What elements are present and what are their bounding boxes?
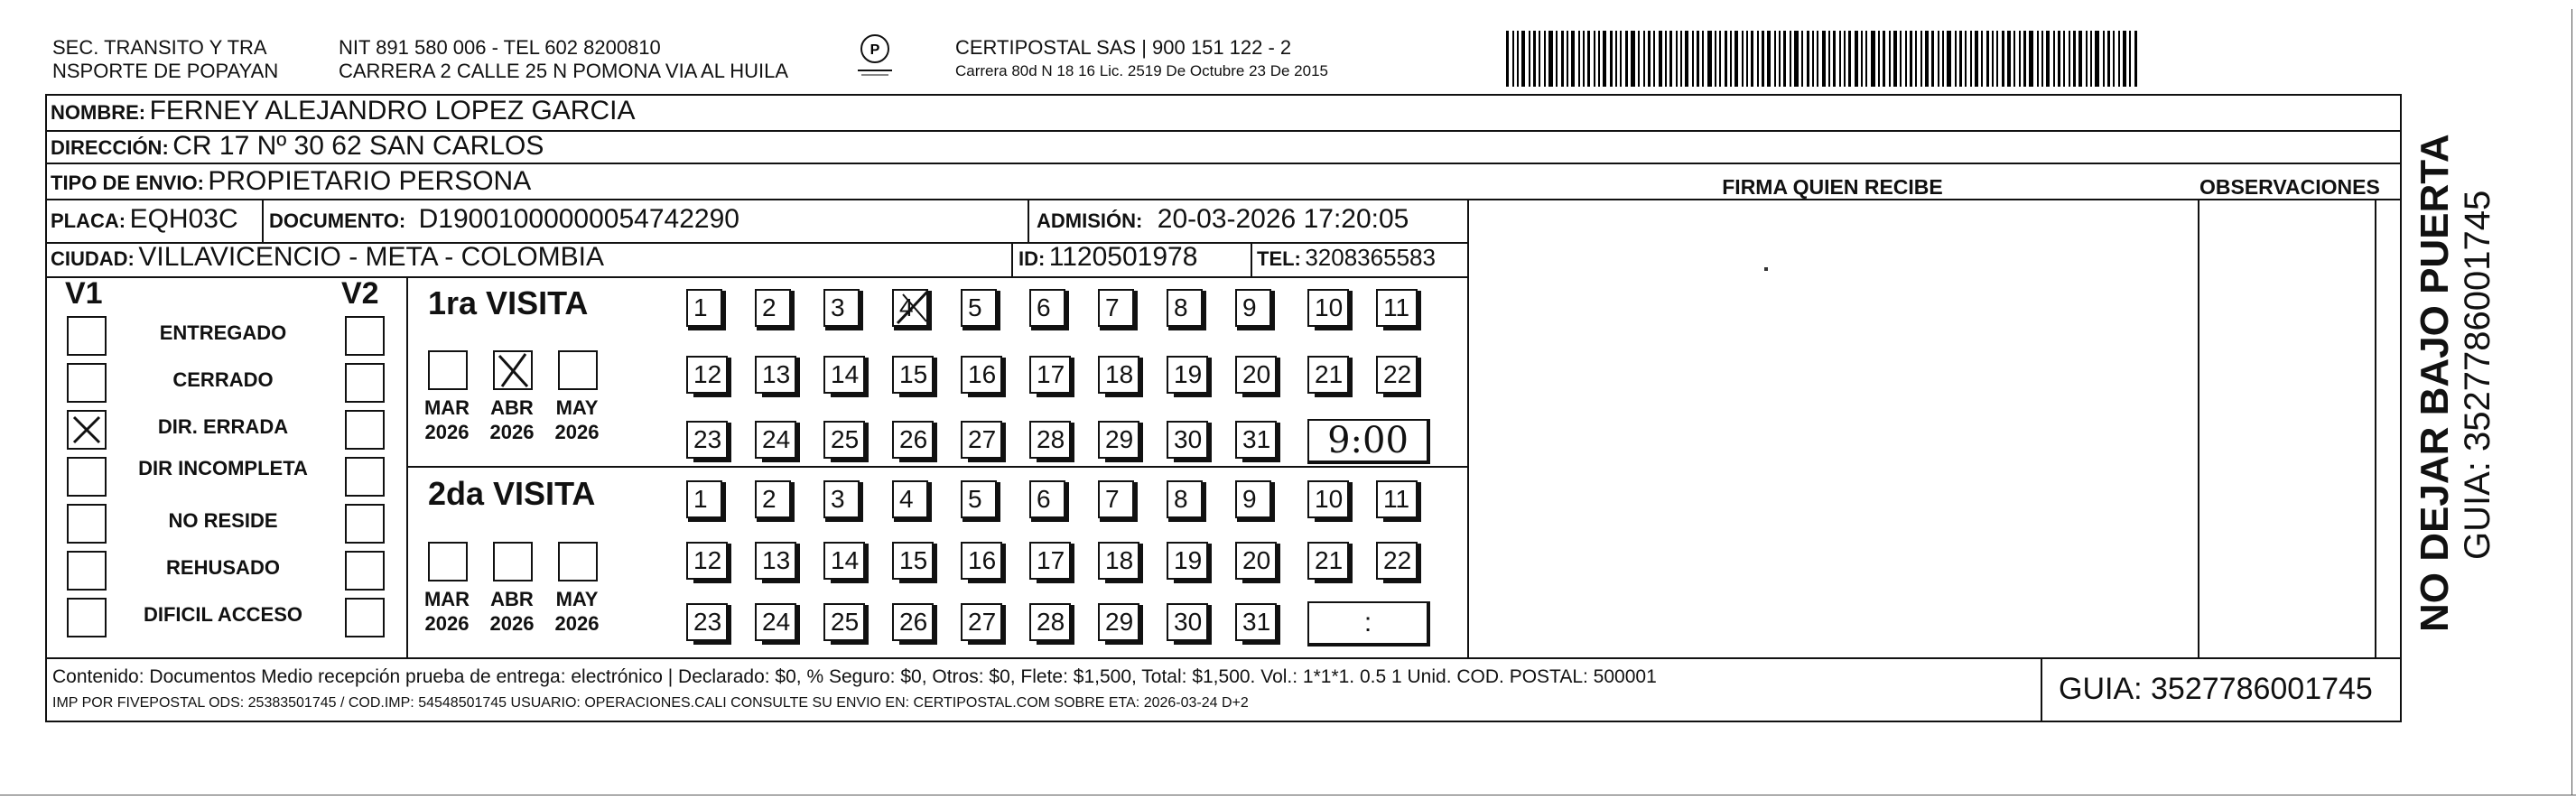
nit-block (339, 36, 788, 83)
visit-1-day-5-box[interactable]: 5 (961, 289, 997, 327)
barcode-bar (1680, 31, 1682, 87)
nombre-value: FERNEY ALEJANDRO LOPEZ GARCIA (149, 96, 636, 126)
ciudad-label: CIUDAD: (51, 247, 135, 270)
visit-1-day-15-box[interactable]: 15 (892, 356, 934, 394)
barcode-bar (1855, 31, 1858, 87)
barcode-bar (1817, 31, 1818, 87)
visit-2-day-13-box[interactable]: 13 (755, 542, 796, 580)
visit-1-day-21-box[interactable]: 21 (1307, 356, 1349, 394)
barcode-bar (1839, 31, 1841, 87)
barcode-bar (2118, 31, 2120, 87)
placa-row (51, 204, 238, 235)
visit-1-day-29-box[interactable]: 29 (1098, 421, 1139, 459)
nombre-label: NOMBRE: (51, 101, 146, 124)
barcode-bar (1794, 31, 1799, 87)
barcode-bar (1653, 31, 1655, 87)
visit-1-day-16-box[interactable]: 16 (961, 356, 1002, 394)
barcode-bar (1931, 31, 1934, 87)
sender-line-2: NSPORTE DE POPAYAN (52, 60, 279, 82)
barcode-bar (1719, 31, 1721, 87)
sender-block (52, 36, 278, 83)
barcode-bar (2041, 31, 2043, 87)
visit-1-day-24-box[interactable]: 24 (755, 421, 796, 459)
barcode-bar (2113, 31, 2115, 87)
barcode-bar (1751, 31, 1753, 87)
barcode-bar (2134, 31, 2137, 87)
documento-row (269, 204, 739, 235)
barcode-bar (1544, 31, 1546, 87)
visit-2-day-15-box[interactable]: 15 (892, 542, 934, 580)
v1-checkbox-dir-incompleta[interactable] (67, 457, 107, 497)
visit-2-day-7-box[interactable]: 7 (1098, 480, 1134, 518)
barcode (1506, 31, 2224, 87)
visit-1-day-4-box[interactable]: 4 (892, 289, 928, 327)
visit-1-day-25-box[interactable]: 25 (823, 421, 865, 459)
visit-1-day-20-box[interactable]: 20 (1235, 356, 1277, 394)
barcode-bar (1625, 31, 1628, 87)
visit-1-day-17-box[interactable]: 17 (1029, 356, 1071, 394)
barcode-bar (1790, 31, 1791, 87)
barcode-bar (1571, 31, 1575, 87)
signature-dot (1764, 267, 1768, 271)
barcode-bar (2058, 31, 2060, 87)
barcode-bar (2069, 31, 2070, 87)
barcode-bar (1707, 31, 1712, 87)
visit-2-day-25-box[interactable]: 25 (823, 603, 865, 641)
barcode-bar (2078, 31, 2082, 87)
barcode-bar (1910, 31, 1912, 87)
barcode-bar (1556, 31, 1558, 87)
barcode-bar (2063, 31, 2065, 87)
tipo-row (51, 166, 531, 197)
company-line-1: CERTIPOSTAL SAS | 900 151 122 - 2 (955, 36, 1292, 59)
v1-checkbox-no-reside[interactable] (67, 504, 107, 544)
visit-1-day-26-box[interactable]: 26 (892, 421, 934, 459)
sender-line-1: SEC. TRANSITO Y TRA (52, 36, 267, 59)
visit-2-day-8-box[interactable]: 8 (1167, 480, 1203, 518)
visit-1-month-label: ABR 2026 (489, 396, 535, 443)
barcode-bar (1567, 31, 1568, 87)
visit-1-day-13-box[interactable]: 13 (755, 356, 796, 394)
visit-1-time-field[interactable]: 9:00 (1307, 419, 1430, 464)
admision-label: ADMISIÓN: (1037, 209, 1143, 232)
barcode-bar (1697, 31, 1699, 87)
barcode-bar (1900, 31, 1902, 87)
v1-label: V1 (65, 276, 103, 311)
barcode-bar (2013, 31, 2015, 87)
barcode-bar (1539, 31, 1540, 87)
barcode-bar (1757, 31, 1759, 87)
visit-2-day-19-box[interactable]: 19 (1167, 542, 1208, 580)
visit-2-month-label: MAR 2026 (423, 588, 470, 635)
barcode-bar (2023, 31, 2026, 87)
barcode-bar (1889, 31, 1891, 87)
barcode-bar (2090, 31, 2092, 87)
ciudad-value: VILLAVICENCIO - META - COLOMBIA (138, 242, 604, 272)
visit-1-day-2-box[interactable]: 2 (755, 289, 791, 327)
barcode-bar (2123, 31, 2126, 87)
visit-2-day-28-box[interactable]: 28 (1029, 603, 1071, 641)
v2-checkbox-no-reside[interactable] (345, 504, 385, 544)
status-label: REHUSADO (166, 556, 280, 579)
barcode-bar (1665, 31, 1667, 87)
visit-1-month-label: MAR 2026 (423, 396, 470, 443)
barcode-bar (1594, 31, 1595, 87)
visit-2-month-mar-checkbox[interactable] (428, 542, 468, 581)
visit-1-day-27-box[interactable]: 27 (961, 421, 1002, 459)
visit-1-day-1-box[interactable]: 1 (686, 289, 722, 327)
v2-label: V2 (341, 276, 379, 311)
visit-2-day-1-box[interactable]: 1 (686, 480, 722, 518)
side-warning: NO DEJAR BAJO PUERTA (2413, 134, 2457, 632)
direccion-row (51, 131, 544, 162)
barcode-bar (2019, 31, 2021, 87)
visit-2-day-10-box[interactable]: 10 (1307, 480, 1349, 518)
visit-1-day-30-box[interactable]: 30 (1167, 421, 1208, 459)
barcode-bar (2046, 31, 2050, 87)
visit-2-day-11-box[interactable]: 11 (1376, 480, 1418, 518)
visit-1-day-14-box[interactable]: 14 (823, 356, 865, 394)
barcode-bar (1506, 31, 1509, 87)
barcode-bar (1844, 31, 1846, 87)
id-label: ID: (1018, 247, 1046, 270)
barcode-bar (1915, 31, 1917, 87)
visit-2-day-12-box[interactable]: 12 (686, 542, 728, 580)
barcode-bar (1517, 31, 1519, 87)
documento-value: D19001000000054742290 (418, 204, 739, 234)
visit-2-day-16-box[interactable]: 16 (961, 542, 1002, 580)
visit-1-day-8-box[interactable]: 8 (1167, 289, 1203, 327)
barcode-bar (1878, 31, 1880, 87)
barcode-bar (2095, 31, 2099, 87)
barcode-bar (1715, 31, 1716, 87)
visit-2-day-27-box[interactable]: 27 (961, 603, 1002, 641)
visit-1-month-mar-checkbox[interactable] (428, 350, 468, 390)
barcode-bar (1767, 31, 1771, 87)
barcode-bar (1920, 31, 1922, 87)
visit-2-month-abr-checkbox[interactable] (493, 542, 533, 581)
tel-label: TEL: (1257, 247, 1301, 270)
tipo-label: TIPO DE ENVIO: (51, 172, 204, 194)
visit-2-day-5-box[interactable]: 5 (961, 480, 997, 518)
direccion-label: DIRECCIÓN: (51, 136, 169, 159)
footer-guia: GUIA: 3527786001745 (2059, 672, 2373, 706)
v1-checkbox-entregado[interactable] (67, 316, 107, 356)
footer-contenido: Contenido: Documentos Medio recepción prueba de entrega: electrónico | Declarado: $0, % Seguro: $0, Otros: $0, Flete: $1,500, Total: $1,500. Vol.: 1*1*1. 0.5 1 Unid. COD. POSTAL: 500001 (52, 666, 1657, 687)
barcode-bar (1734, 31, 1738, 87)
barcode-bar (1669, 31, 1672, 87)
status-label: DIR. ERRADA (157, 415, 289, 438)
visit-2-time-field[interactable]: : (1307, 601, 1430, 647)
barcode-bar (1986, 31, 1989, 87)
barcode-bar (1610, 31, 1613, 87)
documento-label: DOCUMENTO: (269, 209, 406, 232)
direccion-value: CR 17 Nº 30 62 SAN CARLOS (172, 131, 544, 161)
barcode-bar (1685, 31, 1688, 87)
v1-checkbox-dificil-acceso[interactable] (67, 598, 107, 637)
barcode-bar (1702, 31, 1704, 87)
barcode-bar (2002, 31, 2004, 87)
id-value: 1120501978 (1048, 242, 1198, 272)
visit-1-day-18-box[interactable]: 18 (1098, 356, 1139, 394)
barcode-bar (2086, 31, 2088, 87)
barcode-bar (1893, 31, 1897, 87)
v2-checkbox-dir-incompleta[interactable] (345, 457, 385, 497)
v2-checkbox-rehusado[interactable] (345, 551, 385, 591)
barcode-bar (1620, 31, 1622, 87)
barcode-bar (1548, 31, 1553, 87)
barcode-bar (1801, 31, 1803, 87)
barcode-bar (1615, 31, 1617, 87)
status-label: ENTREGADO (159, 321, 287, 344)
visit-2-day-31-box[interactable]: 31 (1235, 603, 1277, 641)
visit-2-day-23-box[interactable]: 23 (686, 603, 728, 641)
observaciones-header: OBSERVACIONES (2199, 175, 2380, 199)
footer-imp: IMP POR FIVEPOSTAL ODS: 25383501745 / COD.IMP: 54548501745 USUARIO: OPERACIONES.CALI CONSULTE SU ENVIO EN: CERTIPOSTAL.COM SOBRE ETA: 2026-03-24 D+2 (52, 695, 1249, 711)
barcode-bar (1883, 31, 1885, 87)
visit-1-day-28-box[interactable]: 28 (1029, 421, 1071, 459)
visit-1-month-abr-checkbox[interactable] (493, 350, 533, 390)
visit-2-month-label: MAY 2026 (554, 588, 600, 635)
barcode-bar (1631, 31, 1635, 87)
visit-1-day-9-box[interactable]: 9 (1235, 289, 1271, 327)
barcode-bar (1578, 31, 1580, 87)
barcode-bar (1942, 31, 1944, 87)
barcode-bar (1807, 31, 1809, 87)
company-logo-icon (856, 33, 894, 78)
barcode-bar (1925, 31, 1929, 87)
svg-text:P: P (870, 42, 880, 58)
visit-2-day-9-box[interactable]: 9 (1235, 480, 1271, 518)
v1-checkbox-dir-errada[interactable] (67, 410, 107, 450)
barcode-bar (1981, 31, 1983, 87)
visit-1-day-12-box[interactable]: 12 (686, 356, 728, 394)
visit-2-month-label: ABR 2026 (489, 588, 535, 635)
visit-1-day-23-box[interactable]: 23 (686, 421, 728, 459)
barcode-bar (1676, 31, 1678, 87)
barcode-bar (1742, 31, 1744, 87)
visit-2-day-17-box[interactable]: 17 (1029, 542, 1071, 580)
barcode-bar (1598, 31, 1600, 87)
visit-1-day-19-box[interactable]: 19 (1167, 356, 1208, 394)
nit-line-1: NIT 891 580 006 - TEL 602 8200810 (339, 36, 661, 59)
barcode-bar (2007, 31, 2011, 87)
status-label: DIR INCOMPLETA (138, 457, 308, 479)
v2-checkbox-dificil-acceso[interactable] (345, 598, 385, 637)
barcode-bar (1828, 31, 1830, 87)
visit-2-day-4-box[interactable]: 4 (892, 480, 928, 518)
barcode-bar (1975, 31, 1978, 87)
barcode-bar (1947, 31, 1951, 87)
barcode-bar (2107, 31, 2110, 87)
visit-1-day-31-box[interactable]: 31 (1235, 421, 1277, 459)
barcode-bar (2103, 31, 2105, 87)
barcode-bar (1762, 31, 1764, 87)
barcode-bar (1992, 31, 1994, 87)
id-row (1018, 242, 1197, 273)
barcode-bar (1561, 31, 1564, 87)
barcode-bar (1779, 31, 1781, 87)
barcode-bar (1529, 31, 1530, 87)
admision-value: 20-03-2026 17:20:05 (1157, 204, 1409, 234)
barcode-bar (2029, 31, 2033, 87)
visit-1-day-22-box[interactable]: 22 (1376, 356, 1418, 394)
visit-1-month-may-checkbox[interactable] (558, 350, 598, 390)
visit-2-day-6-box[interactable]: 6 (1029, 480, 1065, 518)
nombre-row (51, 96, 635, 126)
barcode-bar (1959, 31, 1962, 87)
admision-row (1037, 204, 1409, 235)
tel-row (1257, 244, 1436, 272)
visit-2-day-3-box[interactable]: 3 (823, 480, 860, 518)
barcode-bar (1871, 31, 1875, 87)
visit-2-day-29-box[interactable]: 29 (1098, 603, 1139, 641)
barcode-bar (1692, 31, 1694, 87)
barcode-bar (1725, 31, 1727, 87)
barcode-bar (1865, 31, 1867, 87)
tipo-value: PROPIETARIO PERSONA (208, 166, 532, 196)
barcode-bar (1833, 31, 1836, 87)
tel-value: 3208365583 (1305, 244, 1436, 271)
v2-checkbox-cerrado[interactable] (345, 363, 385, 403)
barcode-bar (1955, 31, 1957, 87)
visit-1-day-7-box[interactable]: 7 (1098, 289, 1134, 327)
barcode-bar (1783, 31, 1786, 87)
barcode-bar (1533, 31, 1536, 87)
visit-2-day-24-box[interactable]: 24 (755, 603, 796, 641)
barcode-bar (1812, 31, 1814, 87)
visit-1-day-10-box[interactable]: 10 (1307, 289, 1349, 327)
visit-2-month-may-checkbox[interactable] (558, 542, 598, 581)
barcode-bar (1521, 31, 1525, 87)
status-label: CERRADO (172, 368, 274, 391)
visit-1-day-6-box[interactable]: 6 (1029, 289, 1065, 327)
ciudad-row (51, 242, 604, 273)
visit-2-day-22-box[interactable]: 22 (1376, 542, 1418, 580)
visit-2-day-14-box[interactable]: 14 (823, 542, 865, 580)
firma-header: FIRMA QUIEN RECIBE (1722, 175, 1943, 199)
v1-checkbox-cerrado[interactable] (67, 363, 107, 403)
barcode-bar (1643, 31, 1645, 87)
barcode-bar (1587, 31, 1590, 87)
company-block (955, 36, 1328, 80)
barcode-bar (1848, 31, 1851, 87)
visit-2-title: 2da VISITA (428, 475, 596, 512)
barcode-bar (1648, 31, 1651, 87)
status-label: NO RESIDE (168, 509, 278, 532)
barcode-bar (1996, 31, 1998, 87)
placa-label: PLACA: (51, 209, 126, 232)
barcode-bar (1965, 31, 1967, 87)
status-label: DIFICIL ACCESO (143, 603, 302, 626)
barcode-bar (1638, 31, 1640, 87)
barcode-bar (1659, 31, 1662, 87)
barcode-bar (1583, 31, 1585, 87)
visit-1-month-label: MAY 2026 (554, 396, 600, 443)
visit-1-day-11-box[interactable]: 11 (1376, 289, 1418, 327)
barcode-bar (1861, 31, 1863, 87)
barcode-bar (2037, 31, 2039, 87)
v2-checkbox-entregado[interactable] (345, 316, 385, 356)
side-guia: GUIA: 3527786001745 (2458, 190, 2497, 560)
barcode-bar (2073, 31, 2076, 87)
barcode-bar (1938, 31, 1939, 87)
barcode-bar (1603, 31, 1606, 87)
visit-2-day-26-box[interactable]: 26 (892, 603, 934, 641)
visit-1-title: 1ra VISITA (428, 284, 589, 321)
visit-2-day-30-box[interactable]: 30 (1167, 603, 1208, 641)
barcode-bar (1512, 31, 1514, 87)
company-line-2: Carrera 80d N 18 16 Lic. 2519 De Octubre 23 De 2015 (955, 62, 1328, 79)
barcode-bar (1970, 31, 1972, 87)
v1-checkbox-rehusado[interactable] (67, 551, 107, 591)
barcode-bar (1905, 31, 1907, 87)
barcode-bar (2053, 31, 2055, 87)
barcode-bar (1822, 31, 1826, 87)
v2-checkbox-dir-errada[interactable] (345, 410, 385, 450)
barcode-bar (2129, 31, 2131, 87)
visit-2-day-21-box[interactable]: 21 (1307, 542, 1349, 580)
barcode-bar (1730, 31, 1732, 87)
nit-line-2: CARRERA 2 CALLE 25 N POMONA VIA AL HUILA (339, 60, 789, 82)
placa-value: EQH03C (129, 204, 238, 234)
visit-2-day-18-box[interactable]: 18 (1098, 542, 1139, 580)
visit-2-day-20-box[interactable]: 20 (1235, 542, 1277, 580)
visit-2-day-2-box[interactable]: 2 (755, 480, 791, 518)
barcode-bar (1774, 31, 1776, 87)
visit-1-day-3-box[interactable]: 3 (823, 289, 860, 327)
barcode-bar (1746, 31, 1748, 87)
